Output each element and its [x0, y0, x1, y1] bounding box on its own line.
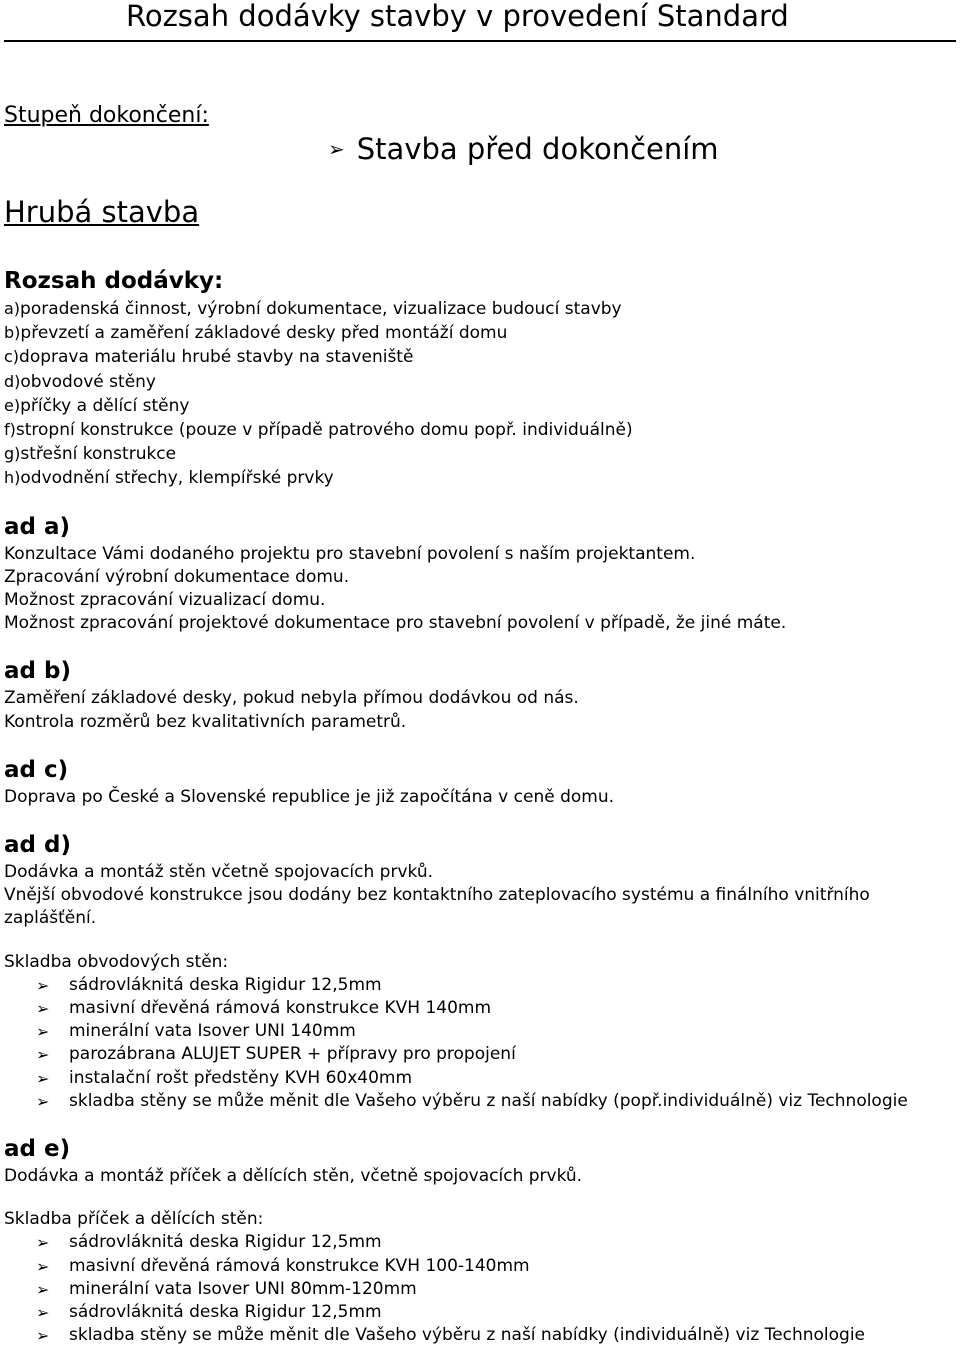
wall-composition-list — [4, 974, 954, 1113]
section-b-heading: ad b) — [4, 658, 71, 685]
arrow-bullet-icon: ➢ — [36, 1326, 50, 1346]
arrow-bullet-icon: ➢ — [36, 1045, 50, 1065]
section-d-paragraph: Vnější obvodové konstrukce jsou dodány bez kontaktního zateplovacího systému a finálního vnitřního zaplášťění. — [4, 885, 870, 929]
section-c-line: Doprava po České a Slovenské republice je již započítána v ceně domu. — [4, 786, 615, 807]
list-item: ➢ sádrovláknitá deska Rigidur 12,5mm — [4, 974, 954, 997]
section-a-heading: ad a) — [4, 513, 71, 540]
arrow-bullet-icon: ➢ — [36, 975, 50, 995]
list-item: ➢ sádrovláknitá deska Rigidur 12,5mm — [4, 1231, 954, 1254]
arrow-bullet-icon: ➢ — [36, 1233, 50, 1253]
section-a-line: Možnost zpracování projektové dokumentace pro stavební povolení v případě, že jiné máte. — [4, 613, 787, 634]
scope-item: h)odvodnění střechy, klempířské prvky — [4, 468, 334, 489]
list-item: ➢ skladba stěny se může měnit dle Vašeho výběru z naší nabídky (popř.individuálně) viz Technologie — [4, 1090, 954, 1113]
stage-value-text: Stavba před dokončením — [356, 132, 719, 166]
scope-item: b)převzetí a zaměření základové desky před montáží domu — [4, 323, 508, 344]
arrow-bullet-icon: ➢ — [36, 999, 50, 1019]
section-d-heading: ad d) — [4, 832, 71, 859]
list-item: ➢ sádrovláknitá deska Rigidur 12,5mm — [4, 1301, 954, 1324]
page-title: Rozsah dodávky stavby v provedení Standard — [126, 0, 789, 33]
stage-label: Stupeň dokončení: — [4, 103, 209, 128]
arrow-bullet-icon: ➢ — [36, 1303, 50, 1323]
arrow-bullet-icon: ➢ — [36, 1068, 50, 1088]
title-divider — [4, 40, 956, 42]
arrow-bullet-icon: ➢ — [36, 1256, 50, 1276]
section-e-line: Dodávka a montáž příček a dělících stěn, včetně spojovacích prvků. — [4, 1166, 583, 1187]
arrow-bullet-icon: ➢ — [36, 1022, 50, 1042]
scope-item: e)příčky a dělící stěny — [4, 395, 190, 416]
scope-heading: Rozsah dodávky: — [4, 268, 224, 294]
section-c-heading: ad c) — [4, 756, 69, 783]
arrow-bullet-icon: ➢ — [36, 1279, 50, 1299]
scope-list — [4, 297, 954, 491]
section-d-line: Dodávka a montáž stěn včetně spojovacích prvků. — [4, 862, 434, 883]
partition-composition-list — [4, 1231, 954, 1347]
list-item: ➢ skladba stěny se může měnit dle Vašeho výběru z naší nabídky (individuálně) viz Technologie — [4, 1324, 954, 1347]
list-item: ➢ masivní dřevěná rámová konstrukce KVH 100-140mm — [4, 1255, 954, 1278]
section-e-heading: ad e) — [4, 1136, 71, 1163]
section-b-line: Kontrola rozměrů bez kvalitativních parametrů. — [4, 711, 407, 732]
partition-composition-heading: Skladba příček a dělících stěn: — [4, 1209, 264, 1230]
section-a-line: Konzultace Vámi dodaného projektu pro stavební povolení s naším projektantem. — [4, 543, 696, 564]
list-item: ➢ minerální vata Isover UNI 80mm-120mm — [4, 1278, 954, 1301]
list-item: ➢ masivní dřevěná rámová konstrukce KVH 140mm — [4, 997, 954, 1020]
list-item: ➢ minerální vata Isover UNI 140mm — [4, 1020, 954, 1043]
document-body — [4, 265, 954, 1348]
section-a-line: Zpracování výrobní dokumentace domu. — [4, 566, 350, 587]
scope-item: a)poradenská činnost, výrobní dokumentace, vizualizace budoucí stavby — [4, 299, 622, 319]
scope-item: f)stropní konstrukce (pouze v případě patrového domu popř. individuálně) — [4, 420, 633, 441]
scope-item: g)střešní konstrukce — [4, 444, 177, 465]
stage-value — [328, 130, 719, 168]
section-a-line: Možnost zpracování vizualizací domu. — [4, 590, 326, 611]
stage-name: Hrubá stavba — [4, 195, 200, 229]
arrow-bullet-icon: ➢ — [36, 1091, 50, 1111]
wall-composition-heading: Skladba obvodových stěn: — [4, 951, 229, 972]
section-b-line: Zaměření základové desky, pokud nebyla přímou dodávkou od nás. — [4, 688, 579, 709]
scope-item: c)doprava materiálu hrubé stavby na staveniště — [4, 347, 414, 368]
scope-item: d)obvodové stěny — [4, 371, 156, 392]
list-item: ➢ instalační rošt předstěny KVH 60x40mm — [4, 1067, 954, 1090]
list-item: ➢ parozábrana ALUJET SUPER + přípravy pro propojení — [4, 1043, 954, 1066]
arrow-bullet-icon: ➢ — [328, 137, 345, 161]
